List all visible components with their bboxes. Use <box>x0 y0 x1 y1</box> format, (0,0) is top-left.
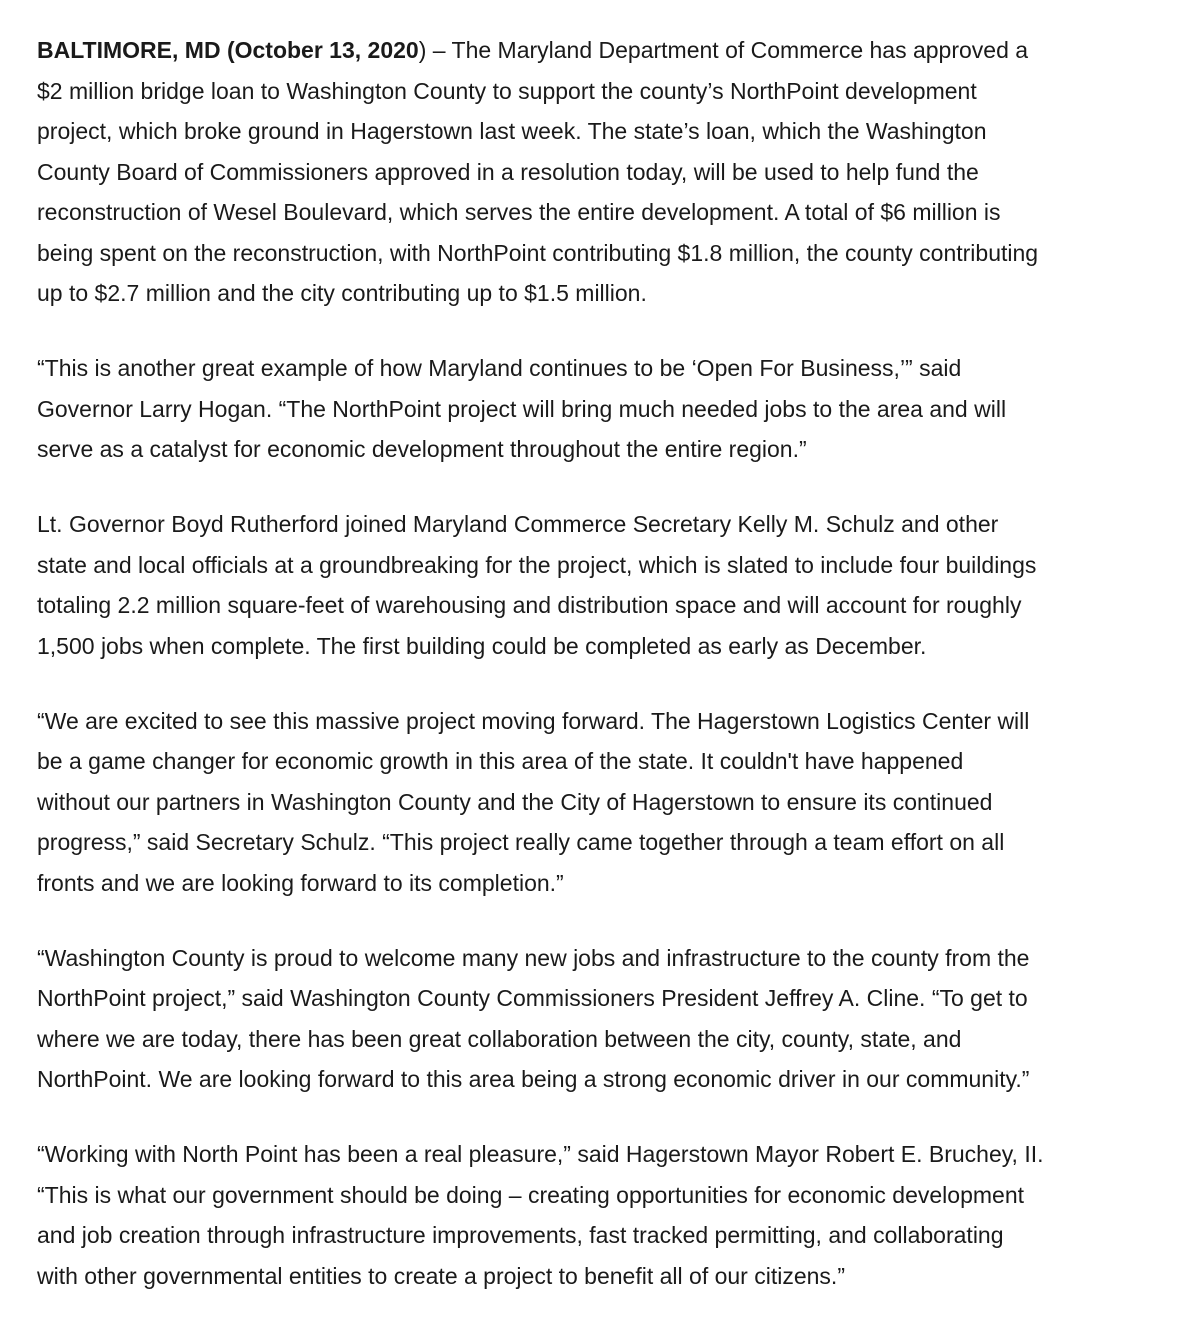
text-line-content: up to $2.7 million and the city contributing up to $1.5 million. <box>37 280 647 306</box>
text-line-content: project, which broke ground in Hagerstown last week. The state’s loan, which the Washington <box>37 118 987 144</box>
text-line <box>37 1215 1044 1256</box>
paragraph <box>37 701 1044 904</box>
text-line-content: progress,” said Secretary Schulz. “This project really came together through a team effort on all <box>37 829 1005 855</box>
text-line-content: County Board of Commissioners approved in a resolution today, will be used to help fund the <box>37 158 979 185</box>
text-line <box>37 192 1044 233</box>
text-line-content: where we are today, there has been great collaboration between the city, county, state, and <box>37 1025 962 1052</box>
paragraph <box>37 30 1044 314</box>
text-line <box>37 626 1044 667</box>
text-line-content: Lt. Governor Boyd Rutherford joined Maryland Commerce Secretary Kelly M. Schulz and other <box>37 511 999 537</box>
text-line <box>37 273 1044 314</box>
text-line-content: “This is another great example of how Maryland continues to be ‘Open For Business,’” said <box>37 355 962 381</box>
text-line <box>37 348 1044 389</box>
text-line <box>37 30 1044 71</box>
text-line-content: reconstruction of Wesel Boulevard, which serves the entire development. A total of $6 million is <box>37 199 1001 225</box>
text-line-content: state and local officials at a groundbreaking for the project, which is slated to include four buildings <box>37 551 1037 578</box>
text-line <box>37 585 1044 626</box>
text-line-content: ) – The Maryland Department of Commerce has approved a <box>418 37 1029 63</box>
text-line-content: be a game changer for economic growth in this area of the state. It couldn't have happened <box>37 748 964 774</box>
text-line <box>37 1256 1044 1297</box>
text-line <box>37 152 1044 193</box>
text-line-content: Governor Larry Hogan. “The NorthPoint project will bring much needed jobs to the area and will <box>37 395 1007 422</box>
text-line-content: “Working with North Point has been a real pleasure,” said Hagerstown Mayor Robert E. Bruchey, II. <box>37 1141 1044 1167</box>
text-line-content: “This is what our government should be doing – creating opportunities for economic development <box>37 1181 1025 1208</box>
dateline: BALTIMORE, MD (October 13, 2020 <box>37 37 419 63</box>
text-line <box>37 822 1044 863</box>
text-line-content: and job creation through infrastructure improvements, fast tracked permitting, and collaborating <box>37 1222 1004 1248</box>
text-line <box>37 938 1044 979</box>
text-line-content: NorthPoint. We are looking forward to this area being a strong economic driver in our community.” <box>37 1066 1030 1092</box>
text-line-content: “Washington County is proud to welcome many new jobs and infrastructure to the county from the <box>37 944 1030 971</box>
text-line <box>37 782 1044 823</box>
press-release-body <box>37 30 1044 1331</box>
text-line <box>37 701 1044 742</box>
paragraph <box>37 938 1044 1100</box>
paragraph <box>37 1134 1044 1296</box>
text-line <box>37 1059 1044 1100</box>
text-line-content: totaling 2.2 million square-feet of warehousing and distribution space and will account for roughly <box>37 592 1022 618</box>
text-line-content: without our partners in Washington County and the City of Hagerstown to ensure its continued <box>37 788 993 815</box>
text-line-content: 1,500 jobs when complete. The first building could be completed as early as December. <box>37 632 927 659</box>
text-line <box>37 741 1044 782</box>
text-line <box>37 111 1044 152</box>
text-line-content: being spent on the reconstruction, with NorthPoint contributing $1.8 million, the county contributing <box>37 239 1039 266</box>
text-line-content: serve as a catalyst for economic development throughout the entire region.” <box>37 436 807 462</box>
text-line <box>37 71 1044 112</box>
text-line <box>37 1019 1044 1060</box>
text-line <box>37 389 1044 430</box>
paragraph <box>37 504 1044 666</box>
text-line <box>37 1175 1044 1216</box>
text-line-content: NorthPoint project,” said Washington County Commissioners President Jeffrey A. Cline. “To get to <box>37 985 1028 1011</box>
text-line <box>37 504 1044 545</box>
text-line-content: with other governmental entities to create a project to benefit all of our citizens.” <box>37 1262 845 1289</box>
text-line <box>37 1134 1044 1175</box>
text-line <box>37 545 1044 586</box>
paragraph <box>37 348 1044 470</box>
text-line <box>37 863 1044 904</box>
text-line-content: fronts and we are looking forward to its completion.” <box>37 869 564 896</box>
text-line <box>37 429 1044 470</box>
text-line-content: $2 million bridge loan to Washington County to support the county’s NorthPoint development <box>37 77 977 104</box>
text-line <box>37 978 1044 1019</box>
text-line <box>37 233 1044 274</box>
text-line-content: “We are excited to see this massive project moving forward. The Hagerstown Logistics Center will <box>37 707 1030 734</box>
